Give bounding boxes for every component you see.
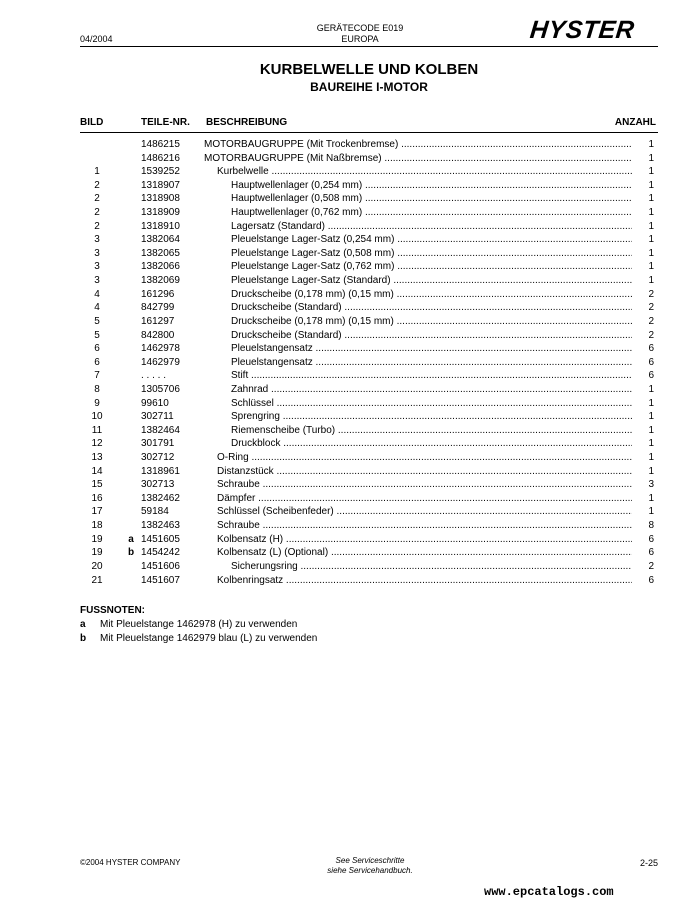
table-row: [80, 165, 658, 179]
footnotes-title: FUSSNOTEN:: [80, 605, 145, 616]
row-part-number: 1382066: [141, 261, 180, 273]
row-quantity: 1: [648, 275, 654, 287]
footer-note-line-2: siehe Servicehandbuch.: [327, 866, 413, 875]
row-quantity: 3: [648, 479, 654, 491]
row-description: Hauptwellenlager (0,762 mm) .....: [231, 206, 632, 220]
row-part-number: 161296: [141, 288, 175, 300]
header-region-line: EUROPA: [341, 34, 379, 44]
table-row: [80, 383, 658, 397]
row-description: MOTORBAUGRUPPE (Mit Trockenbremse) .....: [204, 138, 632, 152]
footnote-text: Mit Pleuelstange 1462978 (H) zu verwenden: [100, 619, 298, 630]
row-part-number: 301791: [141, 438, 175, 450]
row-part-number: 1486216: [141, 152, 180, 164]
row-bild: 6: [94, 356, 100, 368]
row-bild: 15: [91, 479, 103, 491]
row-description: Druckscheibe (Standard) .....: [231, 329, 632, 343]
row-quantity: 8: [648, 520, 654, 532]
row-part-number: 1462978: [141, 343, 180, 355]
row-part-number: 1486215: [141, 139, 180, 150]
row-bild: 6: [94, 343, 100, 355]
row-quantity: 1: [648, 465, 654, 477]
row-bild: 8: [94, 383, 100, 395]
row-part-number: 1318961: [141, 465, 180, 477]
hyster-logo: HYSTER: [528, 16, 636, 44]
row-quantity: 1: [648, 220, 654, 232]
row-description: Distanzstück .....: [217, 465, 632, 479]
row-quantity: 1: [648, 397, 654, 409]
table-row: [80, 138, 658, 152]
row-bild: 9: [94, 397, 100, 409]
table-row: [80, 206, 658, 220]
row-description: Druckscheibe (0,178 mm) (0,15 mm) .....: [231, 288, 632, 302]
table-row: [80, 260, 658, 274]
table-row: [80, 478, 658, 492]
row-bild: 3: [94, 234, 100, 246]
row-part-number: 1318910: [141, 220, 180, 232]
row-quantity: 6: [648, 356, 654, 368]
row-quantity: 1: [648, 411, 654, 423]
row-quantity: 1: [648, 193, 654, 205]
row-bild: 16: [91, 492, 103, 504]
row-bild: 4: [94, 302, 100, 314]
table-header: [80, 117, 658, 131]
row-bild: 12: [91, 438, 103, 450]
table-row: [80, 356, 658, 370]
footer-service-note: [280, 856, 460, 876]
row-bild: 19: [91, 547, 103, 559]
footnote-a: [80, 619, 297, 630]
row-part-number: . . . . .: [141, 370, 167, 382]
row-description: Riemenscheibe (Turbo) .....: [231, 424, 632, 438]
header-divider: [80, 46, 658, 47]
row-part-number: 1382069: [141, 275, 180, 287]
footnote-text: Mit Pleuelstange 1462979 blau (L) zu verwenden: [100, 633, 318, 644]
row-bild: 5: [94, 329, 100, 341]
table-row: [80, 574, 658, 588]
row-bild: 4: [94, 288, 100, 300]
header-date: 04/2004: [80, 34, 113, 44]
row-bild: 5: [94, 315, 100, 327]
footnote-key: a: [80, 619, 86, 630]
row-description: Schraube .....: [217, 519, 632, 533]
row-footnote-ref: b: [127, 547, 135, 559]
row-bild: 18: [91, 520, 103, 532]
row-part-number: 1451606: [141, 560, 180, 572]
row-description: O-Ring .....: [217, 451, 632, 465]
row-quantity: 1: [648, 492, 654, 504]
row-description: Pleuelstange Lager-Satz (0,762 mm) .....: [231, 260, 632, 274]
row-description: Pleuelstange Lager-Satz (0,254 mm) .....: [231, 233, 632, 247]
row-bild: 19: [91, 533, 103, 545]
row-quantity: 2: [648, 315, 654, 327]
row-bild: 2: [94, 207, 100, 219]
table-row: [80, 233, 658, 247]
table-row: [80, 329, 658, 343]
table-row: [80, 437, 658, 451]
row-bild: 11: [91, 424, 103, 436]
row-part-number: 1382462: [141, 492, 180, 504]
row-part-number: 1382065: [141, 247, 180, 259]
row-quantity: 1: [648, 506, 654, 518]
row-quantity: 1: [648, 152, 654, 164]
row-description: Kolbensatz (H) .....: [217, 533, 632, 547]
row-part-number: 1382464: [141, 424, 180, 436]
row-description: Sprengring .....: [231, 410, 632, 424]
footer-copyright: ©2004 HYSTER COMPANY: [80, 858, 181, 867]
row-part-number: 1539252: [141, 166, 180, 178]
row-quantity: 1: [648, 247, 654, 259]
row-bild: 13: [91, 452, 103, 464]
row-bild: 2: [94, 193, 100, 205]
row-bild: 14: [91, 465, 103, 477]
table-row: [80, 192, 658, 206]
row-quantity: 1: [648, 383, 654, 395]
row-description: Schlüssel .....: [231, 397, 632, 411]
row-part-number: 1382463: [141, 520, 180, 532]
table-row: [80, 274, 658, 288]
row-footnote-ref: a: [128, 533, 134, 545]
row-quantity: 1: [648, 452, 654, 464]
row-part-number: 1462979: [141, 356, 180, 368]
row-bild: 21: [91, 574, 103, 586]
table-row: [80, 288, 658, 302]
row-quantity: 2: [648, 288, 654, 300]
row-part-number: 1382064: [141, 234, 180, 246]
row-description: Lagersatz (Standard) .....: [231, 220, 632, 234]
row-bild: 2: [94, 179, 100, 191]
header-code-line: GERÄTECODE E019: [316, 23, 404, 33]
row-part-number: 302713: [141, 479, 175, 491]
row-description: Kolbenringsatz .....: [217, 574, 632, 588]
row-description: Pleuelstange Lager-Satz (0,508 mm) .....: [231, 247, 632, 261]
row-description: MOTORBAUGRUPPE (Mit Naßbremse) .....: [204, 152, 632, 166]
row-part-number: 1318907: [141, 179, 180, 191]
row-part-number: 1451605: [141, 533, 180, 545]
row-description: Druckscheibe (Standard) .....: [231, 301, 632, 315]
row-description: Zahnrad .....: [231, 383, 632, 397]
column-anzahl: ANZAHL: [614, 117, 656, 128]
row-description: Druckblock .....: [231, 437, 632, 451]
parts-table: [80, 138, 658, 587]
row-part-number: 842800: [141, 329, 175, 341]
table-row: [80, 152, 658, 166]
row-quantity: 1: [648, 438, 654, 450]
column-teile-nr: TEILE-NR.: [141, 117, 190, 128]
table-row: [80, 315, 658, 329]
table-row: [80, 465, 658, 479]
row-quantity: 1: [648, 166, 654, 178]
table-row: [80, 247, 658, 261]
watermark-url: www.epcatalogs.com: [484, 885, 614, 899]
row-quantity: 2: [648, 302, 654, 314]
row-bild: 7: [94, 370, 100, 382]
row-bild: 20: [91, 560, 103, 572]
row-description: Stift .....: [231, 369, 632, 383]
table-row: [80, 179, 658, 193]
row-bild: 3: [94, 275, 100, 287]
row-description: Hauptwellenlager (0,508 mm) .....: [231, 192, 632, 206]
row-bild: 3: [94, 247, 100, 259]
row-description: Druckscheibe (0,178 mm) (0,15 mm) .....: [231, 315, 632, 329]
table-row: [80, 410, 658, 424]
row-description: Kurbelwelle .....: [217, 165, 632, 179]
row-part-number: 302711: [141, 411, 174, 423]
column-bild: BILD: [80, 117, 104, 128]
table-row: [80, 220, 658, 234]
row-quantity: 1: [648, 234, 654, 246]
row-quantity: 1: [648, 261, 654, 273]
table-row: [80, 533, 658, 547]
row-bild: 1: [94, 166, 100, 178]
row-part-number: 1318908: [141, 193, 180, 205]
row-bild: 17: [91, 506, 103, 518]
row-description: Hauptwellenlager (0,254 mm) .....: [231, 179, 632, 193]
footer-note-line-1: See Serviceschritte: [335, 856, 405, 865]
footnote-key: b: [80, 633, 87, 644]
row-description: Sicherungsring .....: [231, 560, 632, 574]
table-row: [80, 424, 658, 438]
row-description: Schlüssel (Scheibenfeder) .....: [217, 505, 632, 519]
row-description: Pleuelstangensatz .....: [231, 342, 632, 356]
row-quantity: 1: [648, 207, 654, 219]
row-quantity: 6: [648, 343, 654, 355]
footnote-b: [80, 633, 317, 644]
row-quantity: 2: [648, 560, 654, 572]
row-quantity: 2: [648, 329, 654, 341]
table-row: [80, 369, 658, 383]
row-quantity: 1: [648, 139, 654, 150]
row-quantity: 6: [648, 370, 654, 382]
row-bild: 2: [94, 220, 100, 232]
page-number: 2-25: [639, 858, 658, 868]
table-row: [80, 397, 658, 411]
header-equipment-code: [240, 23, 480, 45]
page-subtitle: BAUREIHE I-MOTOR: [310, 80, 428, 94]
table-row: [80, 546, 658, 560]
table-row: [80, 505, 658, 519]
row-quantity: 6: [648, 574, 654, 586]
row-bild: 10: [91, 411, 103, 423]
row-bild: 3: [94, 261, 100, 273]
row-part-number: 302712: [141, 452, 175, 464]
table-row: [80, 492, 658, 506]
table-row: [80, 342, 658, 356]
row-quantity: 1: [648, 424, 654, 436]
row-description: Dämpfer .....: [217, 492, 632, 506]
row-part-number: 99610: [141, 397, 169, 409]
table-row: [80, 560, 658, 574]
row-quantity: 1: [648, 179, 654, 191]
row-quantity: 6: [648, 533, 654, 545]
row-part-number: 1451607: [141, 574, 180, 586]
table-row: [80, 519, 658, 533]
row-description: Schraube .....: [217, 478, 632, 492]
row-description: Kolbensatz (L) (Optional) .....: [217, 546, 632, 560]
row-part-number: 59184: [141, 506, 169, 518]
row-part-number: 161297: [141, 315, 175, 327]
row-part-number: 1454242: [141, 547, 180, 559]
table-header-divider: [80, 132, 658, 133]
column-beschreibung: BESCHREIBUNG: [206, 117, 288, 128]
table-row: [80, 451, 658, 465]
row-quantity: 6: [648, 547, 654, 559]
row-part-number: 1318909: [141, 207, 180, 219]
table-row: [80, 301, 658, 315]
row-description: Pleuelstange Lager-Satz (Standard) .....: [231, 274, 632, 288]
row-part-number: 1305706: [141, 383, 180, 395]
row-description: Pleuelstangensatz .....: [231, 356, 632, 370]
page-title: KURBELWELLE UND KOLBEN: [259, 61, 479, 78]
row-part-number: 842799: [141, 302, 175, 314]
